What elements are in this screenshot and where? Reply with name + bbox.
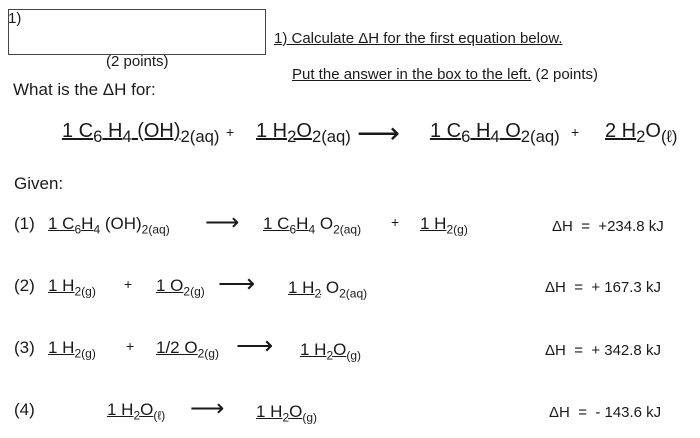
main-r2: 1 $H_2O_{2(aq)}$ <box>256 120 351 146</box>
given-2-reactant-1: 1 $H_{2(g)}$ <box>48 276 96 299</box>
given-3-product: 1 $H_2O_{(g)}$ <box>300 340 362 363</box>
given-3-plus: + <box>126 338 135 354</box>
main-arrow: ⟶ <box>357 117 401 150</box>
question-prompt: What is the ΔH for: <box>13 80 156 99</box>
given-4-product: 1 $H_2O_{(g)}$ <box>256 402 318 425</box>
given-3-dh: ΔH = + 342.8 kJ <box>545 342 661 359</box>
given-1-reactant: 1 $C_6H_4$ $(OH)_{2(aq)}$ <box>48 214 170 237</box>
given-4-num: (4) <box>14 400 35 419</box>
given-1-num: (1) <box>14 214 35 233</box>
given-1-plus: + <box>391 214 400 230</box>
given-2-arrow: ⟶ <box>218 268 256 298</box>
given-4-arrow: ⟶ <box>190 395 225 422</box>
instruction-title: 1) Calculate ΔH for the first equation below. <box>274 30 563 47</box>
given-3-reactant-1: 1 $H_{2(g)}$ <box>48 338 96 361</box>
given-3-arrow: ⟶ <box>236 330 274 360</box>
given-3-num: (3) <box>14 338 35 357</box>
instruction-body: Put the answer in the box to the left. <box>292 66 532 83</box>
given-1-arrow: ⟶ <box>205 209 240 236</box>
given-2-product: 1 $H_2$ $O_{2(aq)}$ <box>288 278 368 301</box>
given-1-product-1: 1 $C_6H_4$ $O_{2(aq)}$ <box>263 214 362 237</box>
given-3-reactant-2: 1/2 $O_{2(g)}$ <box>156 338 219 361</box>
instruction-points: (2 points) <box>535 66 599 83</box>
given-2-dh: ΔH = + 167.3 kJ <box>545 279 661 296</box>
main-plus-2: + <box>571 124 580 140</box>
given-4-dh: ΔH = - 143.6 kJ <box>549 404 662 421</box>
given-2-num: (2) <box>14 276 35 295</box>
answer-box-label: 1) <box>8 10 22 27</box>
given-label: Given: <box>14 174 64 193</box>
given-1-dh: ΔH = +234.8 kJ <box>552 218 664 235</box>
main-r1: 1 $C_6$ $H_4$ (OH) <box>62 120 181 146</box>
answer-box[interactable] <box>8 9 266 55</box>
given-4-reactant: 1 $H_2O_{(\ell)}$ <box>107 400 166 423</box>
given-2-plus: + <box>124 276 133 292</box>
main-equation <box>62 120 219 147</box>
main-r1-state: 2(aq) <box>180 127 220 146</box>
instruction-line <box>292 66 598 83</box>
given-2-reactant-2: 1 $O_{2(g)}$ <box>156 276 205 299</box>
main-p1: 1 $C_6$ $H_4$ $O_{2(aq)}$ <box>430 120 560 146</box>
main-p2: 2 $H_2O_{(\ell)}$ <box>605 120 678 146</box>
main-plus-1: + <box>226 124 235 140</box>
given-1-product-2: 1 $H_{2(g)}$ <box>420 214 468 237</box>
points-label: (2 points) <box>106 53 169 70</box>
